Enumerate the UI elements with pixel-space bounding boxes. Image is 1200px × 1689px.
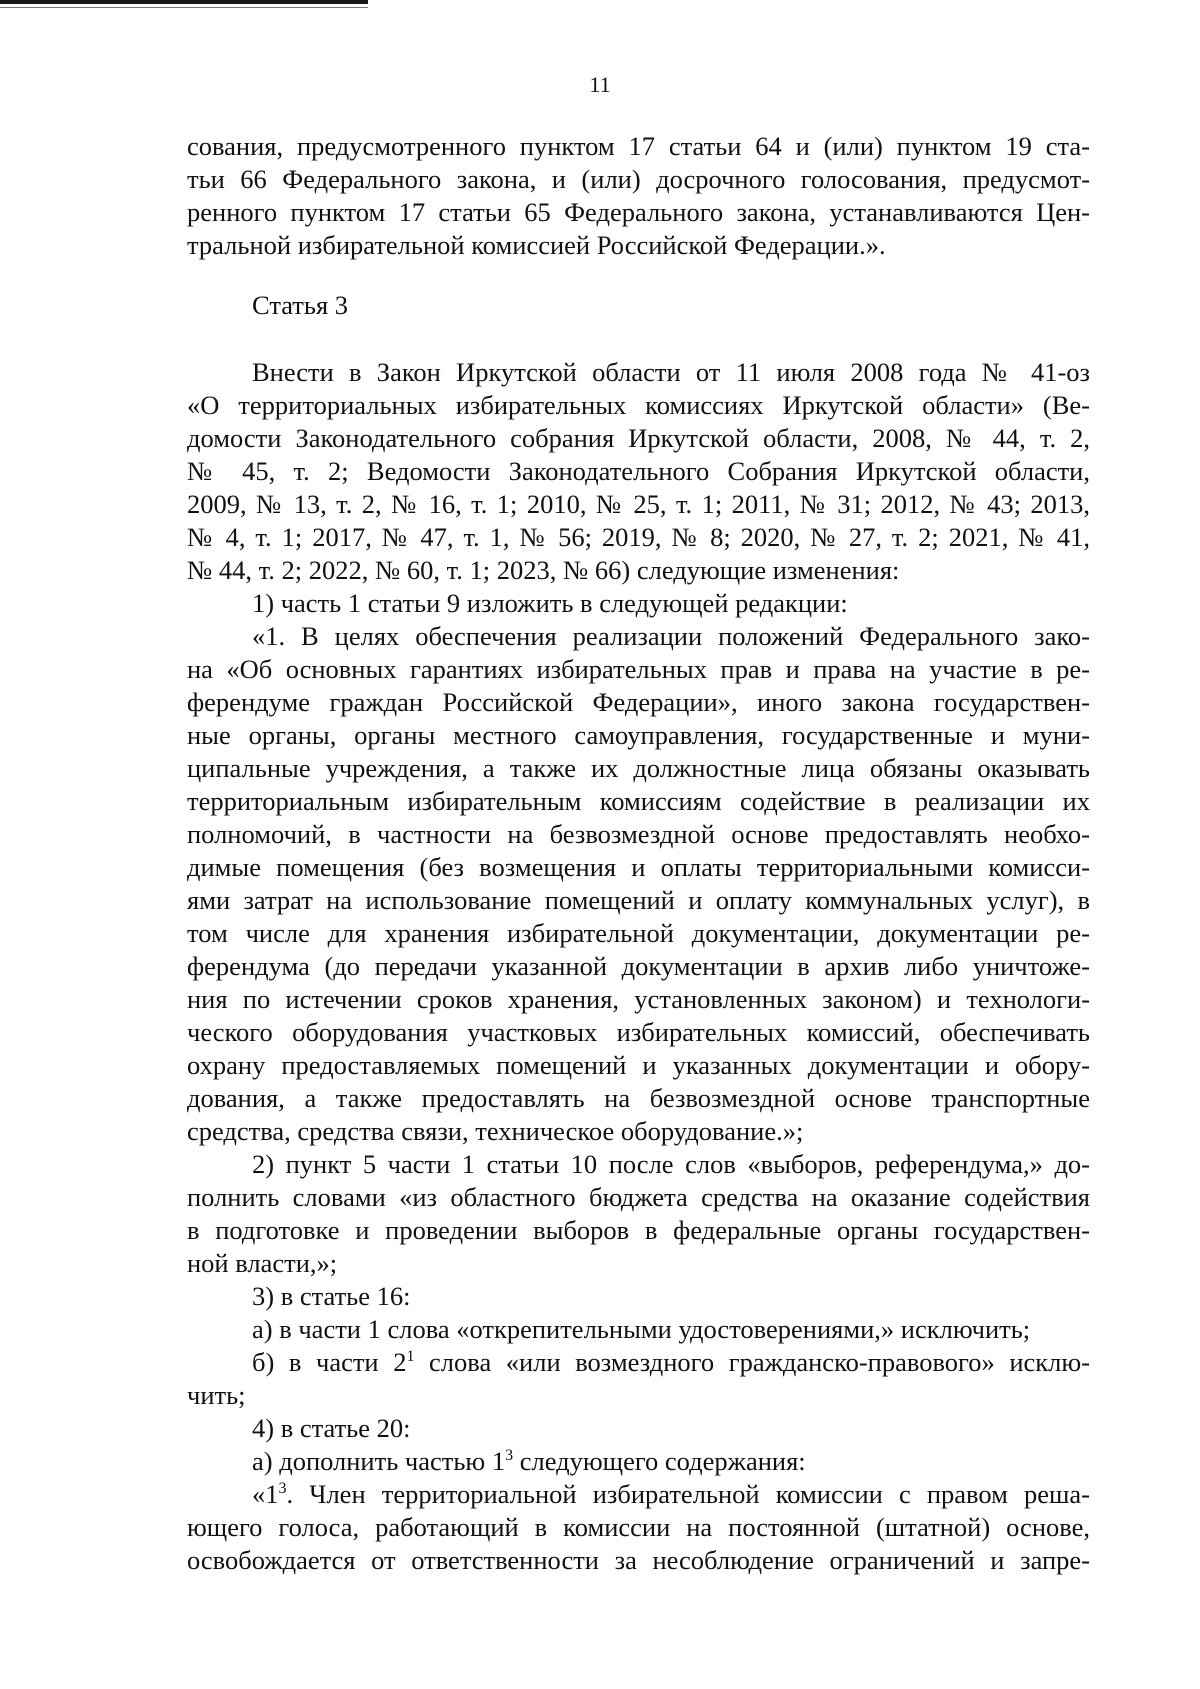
text-line: полнить словами «из областного бюджета средства на оказание содействия — [187, 1182, 1090, 1212]
page-number: 11 — [589, 72, 611, 97]
text-line: ями затрат на использование помещений и оплату коммунальных услуг), в — [187, 885, 1090, 915]
text-line: 2009, № 13, т. 2, № 16, т. 1; 2010, № 25, т. 1; 2011, № 31; 2012, № 43; 2013, — [187, 489, 1090, 519]
superscript: 3 — [278, 1480, 287, 1497]
text-line: том числе для хранения избирательной документации, документации ре- — [187, 918, 1090, 948]
text-line: ющего голоса, работающий в комиссии на постоянной (штатной) основе, — [187, 1512, 1090, 1542]
item-3-b: б) в части $2^1$ слова «или возмездного гражданско-правового» исклю- — [252, 1347, 1090, 1377]
top-scan-rule-thin — [0, 7, 368, 8]
text-line: 2) пункт 5 части 1 статьи 10 после слов «выборов, референдума,» до- — [252, 1149, 1090, 1179]
text-line: № 44, т. 2; 2022, № 60, т. 1; 2023, № 66) следующие изменения: — [187, 555, 900, 585]
text-line: освобождается от ответственности за несоблюдение ограничений и запре- — [187, 1545, 1090, 1575]
article-body — [187, 356, 1090, 1577]
text-line: Внести в Закон Иркутской области от 11 июля 2008 года № 41-оз — [252, 357, 1090, 387]
text-line: чить; — [187, 1380, 246, 1410]
text-line: полномочий, в частности на безвозмездной основе предоставлять необхо- — [187, 819, 1090, 849]
text-line: ческого оборудования участковых избирательных комиссий, обеспечивать — [187, 1017, 1090, 1047]
text-line: домости Законодательного собрания Иркутской области, 2008, № 44, т. 2, — [187, 423, 1090, 453]
text-line: тральной избирательной комиссией Российской Федерации.». — [187, 230, 886, 260]
superscript: 1 — [406, 1348, 415, 1365]
text-line: сования, предусмотренного пунктом 17 статьи 64 и (или) пунктом 19 ста- — [187, 131, 1090, 161]
text-line: ферендума (до передачи указанной документации в архив либо уничтоже- — [187, 951, 1090, 981]
text-line: «1. В целях обеспечения реализации положений Федерального зако- — [252, 621, 1090, 651]
text-line: ципальные учреждения, а также их должностные лица обязаны оказывать — [187, 753, 1090, 783]
text-line: тьи 66 Федерального закона, и (или) досрочного голосования, предусмот- — [187, 164, 1090, 194]
text-line: ной власти,»; — [187, 1248, 338, 1278]
superscript: 3 — [505, 1447, 514, 1464]
item-4-a: а) дополнить частью $1^3$ следующего содержания: — [252, 1446, 806, 1476]
text-line: дования, а также предоставлять на безвозмездной основе транспортные — [187, 1083, 1090, 1113]
item-3-intro: 3) в статье 16: — [252, 1281, 411, 1311]
text-line: ренного пунктом 17 статьи 65 Федерального закона, устанавливаются Цен- — [187, 197, 1090, 227]
continuation-paragraph — [187, 130, 1090, 262]
text-line: ные органы, органы местного самоуправления, государственные и муни- — [187, 720, 1090, 750]
text-line: на «Об основных гарантиях избирательных прав и права на участие в ре- — [187, 654, 1090, 684]
text-line: № 4, т. 1; 2017, № 47, т. 1, № 56; 2019, № 8; 2020, № 27, т. 2; 2021, № 41, — [187, 522, 1090, 552]
text-line: № 45, т. 2; Ведомости Законодательного Собрания Иркутской области, — [187, 456, 1090, 486]
text-line: средства, средства связи, техническое оборудование.»; — [187, 1116, 804, 1146]
text-line: ферендуме граждан Российской Федерации», иного закона государствен- — [187, 687, 1090, 717]
item-3-a: а) в части 1 слова «открепительными удостоверениями,» исключить; — [252, 1314, 1031, 1344]
item-4-intro: 4) в статье 20: — [252, 1413, 411, 1443]
article-heading: Статья 3 — [252, 290, 349, 320]
top-scan-rule — [0, 0, 368, 4]
item-1-intro: 1) часть 1 статьи 9 изложить в следующей редакции: — [252, 588, 848, 618]
text-line: охрану предоставляемых помещений и указанных документации и обору- — [187, 1050, 1090, 1080]
text-line: димые помещения (без возмещения и оплаты территориальными комисси- — [187, 852, 1090, 882]
item-4-quote: «$1^3$. Член территориальной избирательной комиссии с правом реша- — [252, 1479, 1090, 1509]
text-line: территориальным избирательным комиссиям содействие в реализации их — [187, 786, 1090, 816]
text-line: в подготовке и проведении выборов в федеральные органы государствен- — [187, 1215, 1090, 1245]
text-line: «О территориальных избирательных комиссиях Иркутской области» (Ве- — [187, 390, 1090, 420]
text-line: ния по истечении сроков хранения, установленных законом) и технологи- — [187, 984, 1090, 1014]
